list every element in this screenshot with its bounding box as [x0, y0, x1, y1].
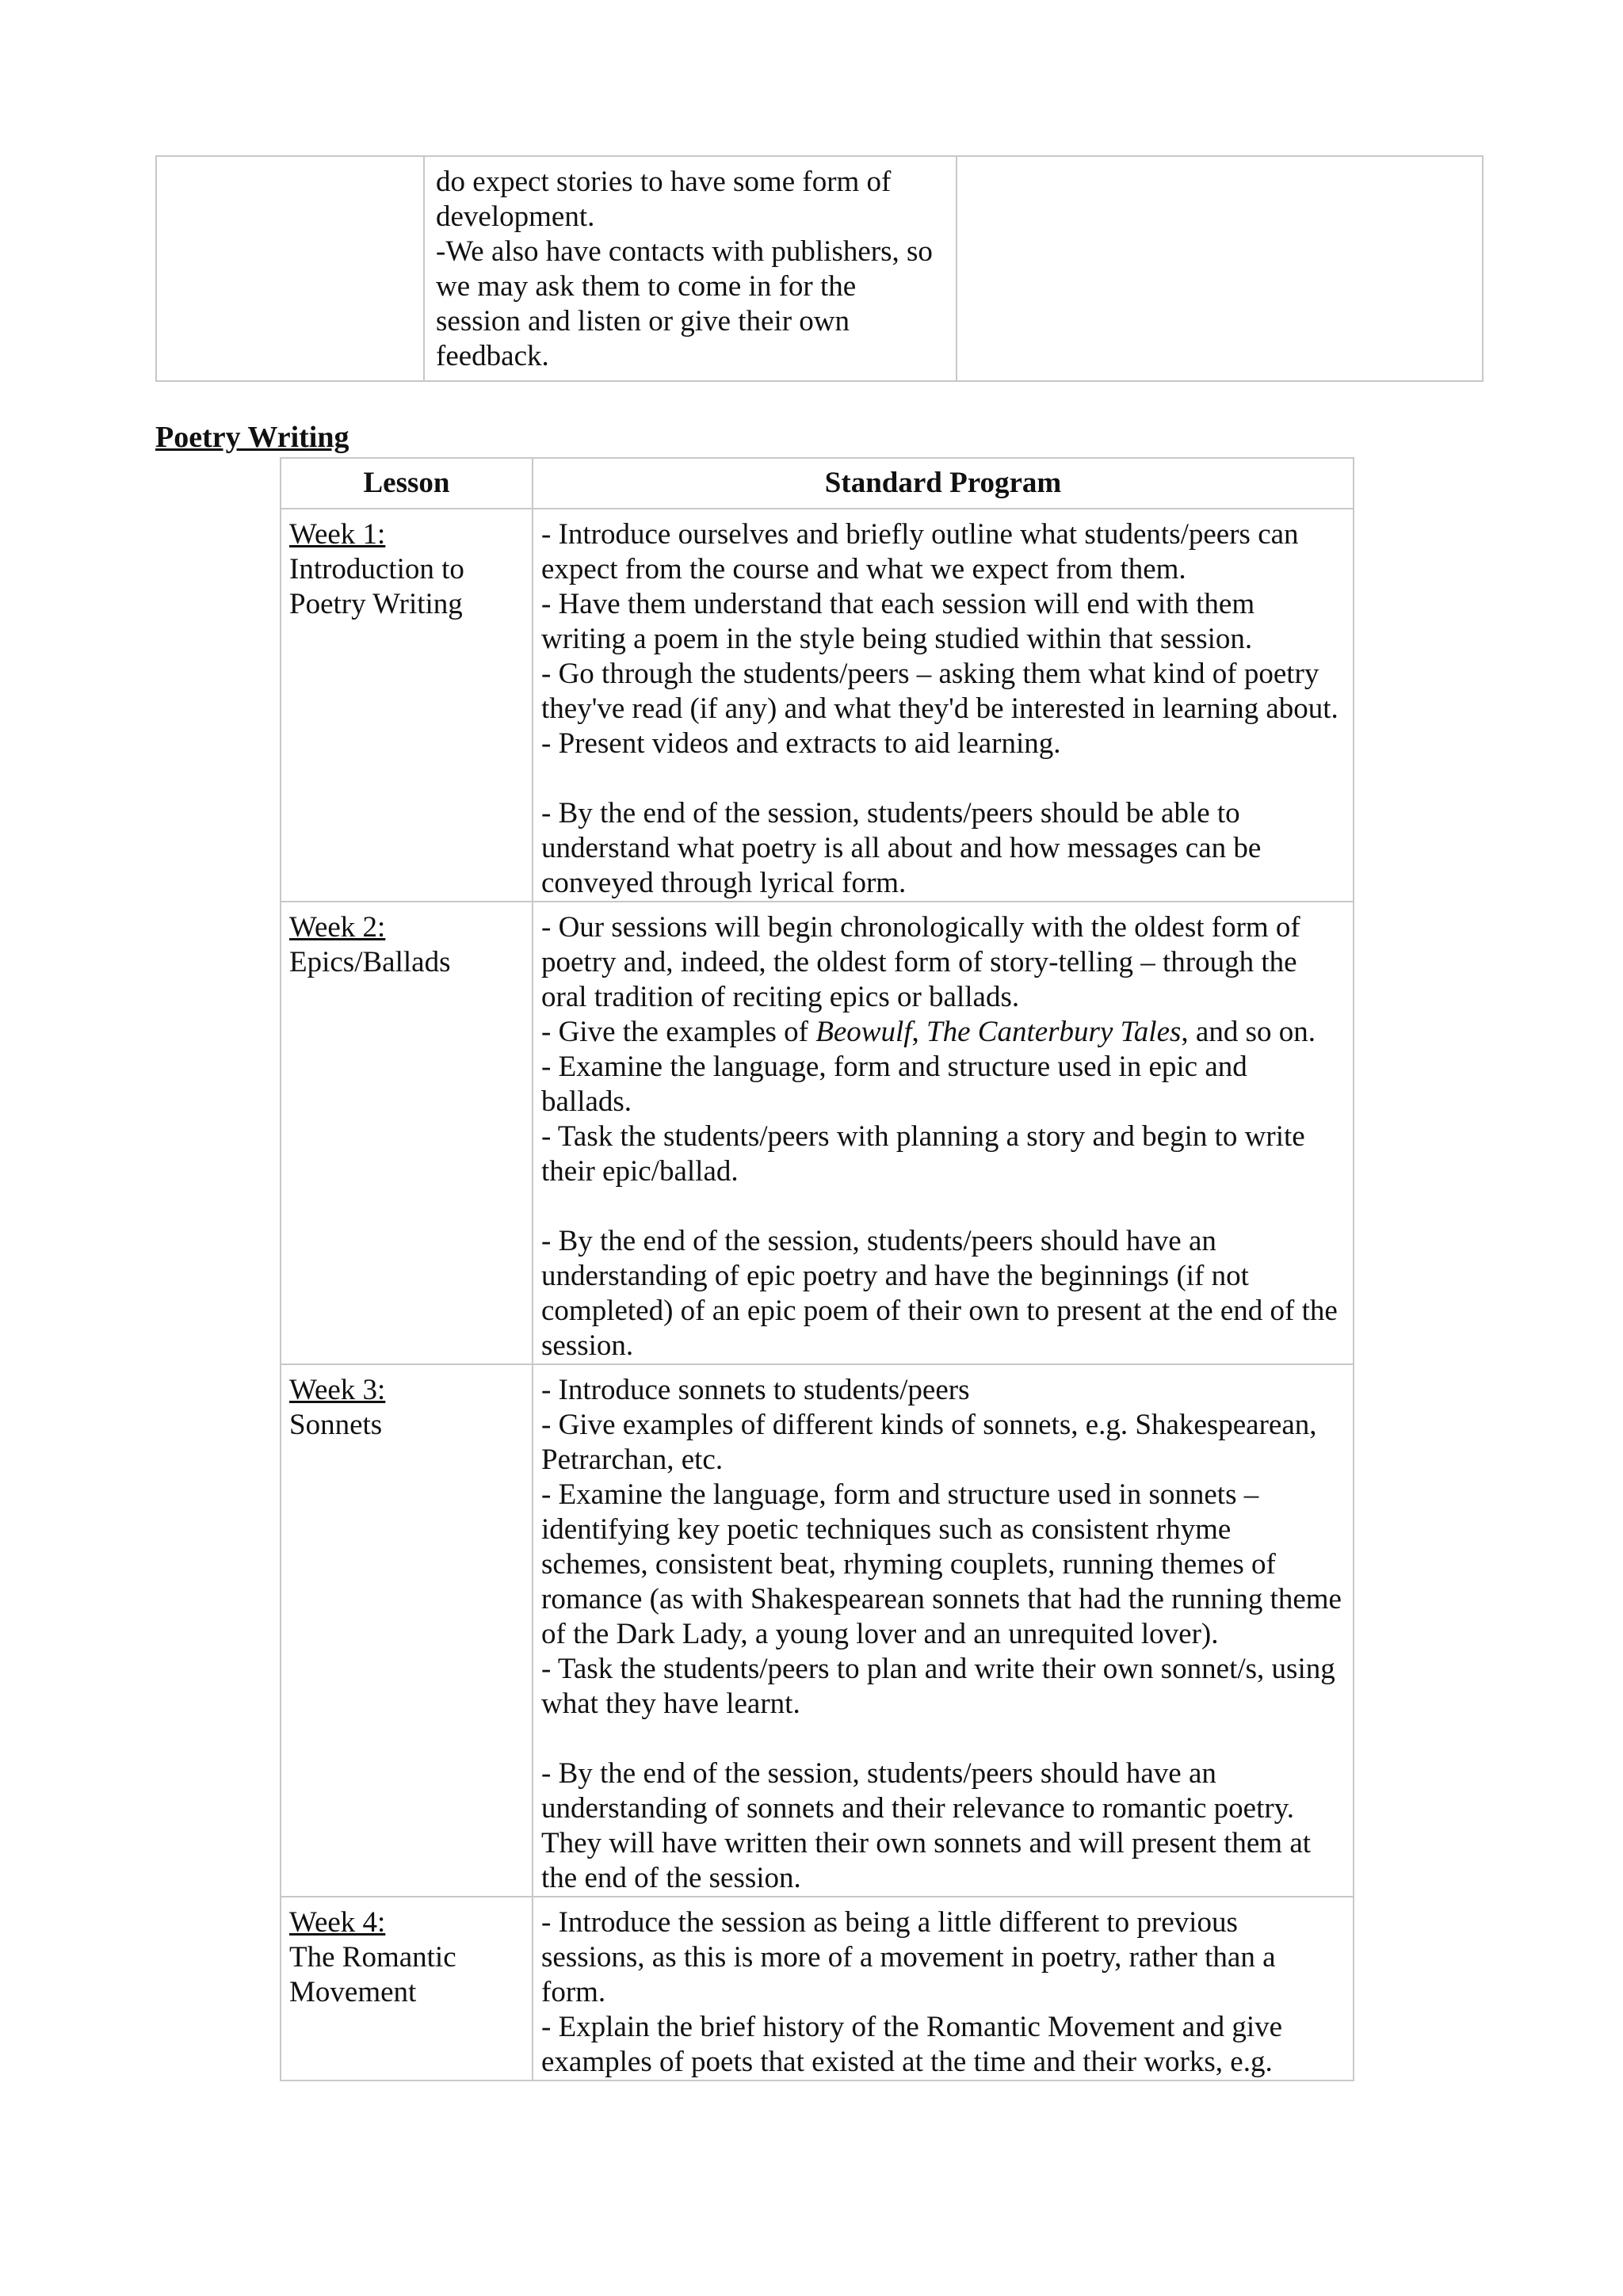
lesson-cell [281, 902, 533, 1364]
program-point: - Examine the language, form and structure used in epic and ballads. [541, 1051, 1247, 1118]
table-row [281, 902, 1354, 1364]
table-row [281, 1897, 1354, 2081]
lesson-week: Week 3: [289, 1374, 386, 1406]
program-cell [533, 1897, 1354, 2081]
program-cell [533, 902, 1354, 1364]
table-cell-empty [957, 156, 1483, 381]
program-point: - Introduce sonnets to students/peers [541, 1374, 970, 1406]
program-point: - Task the students/peers with planning a story and begin to write their epic/ballad. [541, 1120, 1305, 1188]
program-point: - Task the students/peers to plan and write their own sonnet/s, using what they have learnt. [541, 1653, 1335, 1720]
table-row [281, 509, 1354, 902]
program-point-examples [541, 1015, 1345, 1050]
lesson-week: Week 4: [289, 1906, 386, 1939]
program-point: - Our sessions will begin chronologically with the oldest form of poetry and, indeed, the oldest form of story-telling – through the oral tradition of reciting epics or ballads. [541, 911, 1300, 1013]
program-point: - Go through the students/peers – asking them what kind of poetry they've read (if any) and what they'd be interested in learning about. [541, 658, 1338, 725]
lesson-title: The Romantic Movement [289, 1941, 456, 2008]
program-outcome: - By the end of the session, students/peers should have an understanding of epic poetry and have the beginnings (if not completed) of an epic poem of their own to present at the end of the session. [541, 1225, 1338, 1362]
program-point: - Have them understand that each session will end with them writing a poem in the style being studied within that session. [541, 588, 1255, 655]
lesson-cell [281, 1897, 533, 2081]
table-cell-text [424, 156, 957, 381]
program-cell [533, 1364, 1354, 1897]
table-cell-empty [156, 156, 424, 381]
lesson-title: Introduction to Poetry Writing [289, 553, 464, 620]
program-cell [533, 509, 1354, 902]
section-heading: Poetry Writing [155, 421, 349, 454]
cell-paragraph: do expect stories to have some form of development. [436, 166, 892, 233]
header-lesson: Lesson [281, 458, 533, 509]
lesson-week: Week 2: [289, 911, 386, 944]
program-point: - Examine the language, form and structure used in sonnets – identifying key poetic techniques such as consistent rhyme schemes, consistent beat, rhyming couplets, running themes of romance (as with Shakespearean sonnets that had the running theme of the Dark Lady, a young lover and an unrequited lover). [541, 1478, 1342, 1650]
continued-table [155, 155, 1484, 382]
program-outcome: - By the end of the session, students/peers should be able to understand what poetry is all about and how messages can be conveyed through lyrical form. [541, 797, 1262, 899]
examples-prefix: - Give the examples of [541, 1016, 816, 1048]
lesson-cell [281, 1364, 533, 1897]
lesson-cell [281, 509, 533, 902]
example-title: The Canterbury Tales [926, 1016, 1182, 1048]
lesson-title: Sonnets [289, 1409, 383, 1441]
program-point: - Introduce the session as being a little different to previous sessions, as this is more of a movement in poetry, rather than a form. [541, 1906, 1276, 2008]
program-outcome: - By the end of the session, students/peers should have an understanding of sonnets and their relevance to romantic poetry. They will have written their own sonnets and will present them at the end of the session. [541, 1757, 1312, 1894]
example-title: Beowulf [815, 1016, 912, 1048]
examples-separator: , [911, 1016, 927, 1048]
cell-paragraph: -We also have contacts with publishers, so we may ask them to come in for the session and listen or give their own feedback. [436, 235, 933, 372]
lesson-title: Epics/Ballads [289, 946, 451, 978]
program-point: - Present videos and extracts to aid learning. [541, 727, 1061, 760]
table-row [281, 1364, 1354, 1897]
examples-suffix: , and so on. [1181, 1016, 1316, 1048]
header-standard-program: Standard Program [533, 458, 1354, 509]
program-point: - Introduce ourselves and briefly outline what students/peers can expect from the course and what we expect from them. [541, 518, 1299, 585]
table-row [156, 156, 1483, 381]
program-point: - Explain the brief history of the Romantic Movement and give examples of poets that existed at the time and their works, e.g. [541, 2011, 1283, 2078]
program-point: - Give examples of different kinds of sonnets, e.g. Shakespearean, Petrarchan, etc. [541, 1409, 1317, 1476]
poetry-table [280, 457, 1354, 2081]
table-header-row [281, 458, 1354, 509]
lesson-week: Week 1: [289, 518, 386, 551]
